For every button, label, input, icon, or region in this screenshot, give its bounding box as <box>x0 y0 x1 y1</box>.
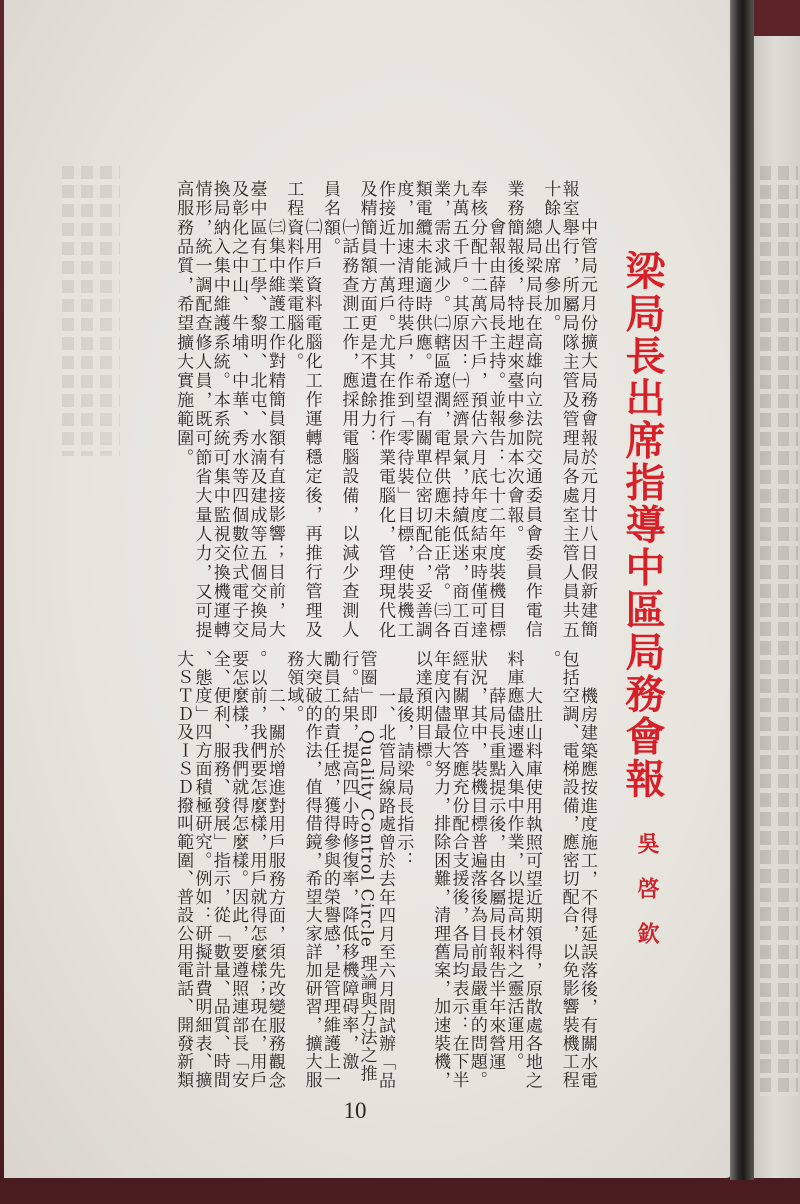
text-column: 薛局長重點提示後，由各屬局長報告半年來營運 <box>485 686 506 1071</box>
text-column: 及彰化之中山、牛埔、中華、秀水等四個數位式電子交 <box>228 180 249 641</box>
text-column: 類電纜未能適時供應。希望有關單位密切配合，妥善調 <box>411 180 432 641</box>
text-column: 最後，請梁局長指示： <box>393 686 414 870</box>
show-through-marks <box>62 166 120 456</box>
text-column: 員名額。 <box>319 180 340 257</box>
text-column: 大突破的作法，值得借鏡，希望大家詳加研習，擴大服 <box>301 650 322 1090</box>
text-column: 以達預期目標。 <box>411 650 432 779</box>
article-title: 梁局長出席指導中區局務會報 <box>619 250 665 800</box>
article-body-lower <box>172 646 598 1098</box>
text-column: 業務簡報後，特地趕來臺中參加本次會報。 <box>503 180 524 545</box>
text-column: 報室舉行，所屬局隊主管及管理局各處室主管人員共五 <box>558 180 579 641</box>
text-column: 十餘人出席參加。 <box>540 180 561 334</box>
text-column: 。 <box>540 650 561 669</box>
text-column: 狀況，其中，裝機目標普遍落後為目前最嚴重的問題。 <box>466 650 487 1090</box>
text-column: 管圈」即 Quality Control Circle 理論與方法之推 <box>356 650 377 1083</box>
text-column: 一、北管局線路處曾於去年四月至六月間試辦「品 <box>375 686 396 1090</box>
text-column: 全、便利、服務、發展」指示，從「數量、品質、時間 <box>209 650 230 1090</box>
text-column: 、態度」四方面積極研究。例如：研擬計費明細表、擴 <box>191 650 212 1090</box>
text-column: 度，加速清理待裝戶，作到「零待裝」目標，使裝機工 <box>393 180 414 641</box>
author-name: 吳啓欽 <box>634 832 659 967</box>
page-number: 10 <box>343 1098 367 1123</box>
text-column: ㈢集中維護工作對精簡員額有直接影響；目前，大 <box>264 218 285 641</box>
text-column: 大肚山料庫使用執照可望近期領得，原散處各地之 <box>521 686 542 1090</box>
text-column: 工程資料作業電腦化。 <box>283 180 304 372</box>
text-column: 換局納入集中維護系統。本系統可集中監視交換機運轉 <box>209 180 230 641</box>
text-column: 經有關單位答應充份配合支援後，各局均表示：在下半 <box>448 650 469 1090</box>
text-column: 包括空調、電梯設備，應密切配合，以免影響裝機工程 <box>558 650 579 1090</box>
text-column: 機房建築應按進度施工，不得延誤落後，有關水電 <box>577 686 597 1090</box>
text-column: 會報由薛局長主持。並報告：七十二年度裝機目標 <box>485 218 506 641</box>
text-column: 作接近十一萬戶。尤其在推行作業電腦化，管理現代化 <box>375 180 396 641</box>
text-column: 。以前，我們要怎麼樣，用戶就得怎麼樣；現在，用戶 <box>246 650 267 1090</box>
text-column: 年度內儘最大努力，排除困難，清理舊案，加速裝機， <box>430 650 451 1090</box>
text-column: 情形，統一調配查修人員，既可節省大量人力，又可提 <box>191 180 212 641</box>
text-column: ㈡用戶資料電腦化工作運轉穩定後，再推行管理及 <box>301 218 322 641</box>
text-column: 奉核分配十二萬六千戶，預估六月底年度結束時僅可達 <box>466 180 487 641</box>
facing-page-text-marks <box>760 166 798 1096</box>
article-body-upper <box>172 176 598 648</box>
text-column: 勵員工的責任感，獲得參與的榮譽感，是管理維護上一 <box>319 650 340 1090</box>
text-column: 中管局元月份擴大局務會報於元月廿八日假新建簡 <box>577 218 597 641</box>
text-column: 要怎麼樣，我們就得怎麼樣。因此，要遵照連部長「安 <box>228 650 249 1090</box>
text-column: 業，需求減少。㈡轄區遼濶，電桿供應未能正常。㈢各 <box>430 180 451 641</box>
text-column: 臺中區有工學、黎明、北屯、水湳及建成等五個交換局 <box>246 180 267 641</box>
text-column: 二、關於增進對用戶服務方面，須先改變服務觀念 <box>264 686 285 1090</box>
text-column: 及精簡員額方面更是不遺餘力： <box>356 180 377 449</box>
text-column: 高服務品質，希望擴大實施範圍。 <box>173 180 194 468</box>
text-column: 行。結果，提高四小時修復率，降低移機障碍率，激 <box>338 650 359 1071</box>
text-column: 總局梁局長在高雄向立法院交通委員會委員作電信 <box>521 218 542 641</box>
text-column: ㈠話務查測工作，應採用電腦設備，以減少查測人 <box>338 218 359 641</box>
text-column: 大ＳＴＤ及ＩＳＤ撥叫範圍、普設公用電話、開發新類 <box>173 650 194 1090</box>
text-column: 九萬五千戶。其原因：㈠經濟景氣，持續低迷，商工百 <box>448 180 469 641</box>
text-column: 務領域。 <box>283 650 304 724</box>
facing-page-edge <box>754 36 800 1178</box>
gutter-shadow <box>730 0 754 1180</box>
text-column: 料庫應儘速遷入集中作業，以提高材料之靈活運用。 <box>503 650 524 1071</box>
